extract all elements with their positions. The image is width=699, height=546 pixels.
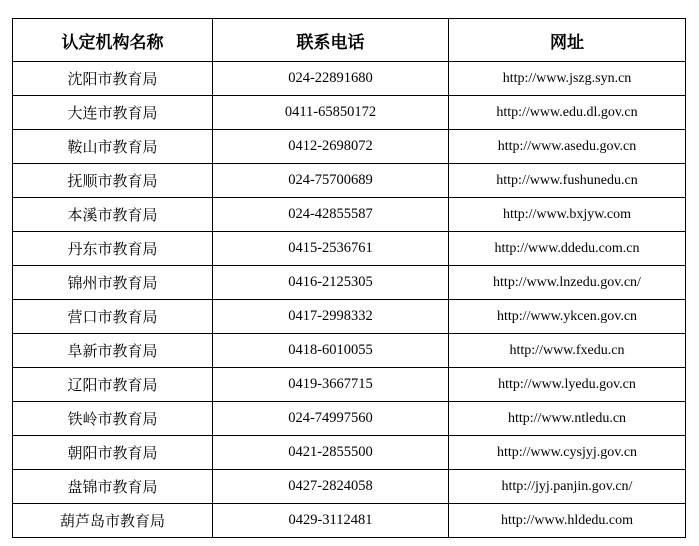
website-link[interactable]: http://www.asedu.gov.cn <box>449 130 686 164</box>
phone-cell: 0412-2698072 <box>213 130 449 164</box>
table-row <box>13 96 686 130</box>
website-link[interactable]: http://www.ddedu.com.cn <box>449 232 686 266</box>
table-row <box>13 164 686 198</box>
institution-name-cell: 鞍山市教育局 <box>13 130 213 164</box>
phone-cell: 0421-2855500 <box>213 436 449 470</box>
phone-cell: 0418-6010055 <box>213 334 449 368</box>
table-row <box>13 504 686 538</box>
table-body <box>13 62 686 538</box>
website-link[interactable]: http://www.fxedu.cn <box>449 334 686 368</box>
website-link[interactable]: http://www.ykcen.gov.cn <box>449 300 686 334</box>
website-link[interactable]: http://www.ntledu.cn <box>449 402 686 436</box>
institution-name-cell: 本溪市教育局 <box>13 198 213 232</box>
table-header-row <box>13 19 686 62</box>
website-link[interactable]: http://www.lnzedu.gov.cn/ <box>449 266 686 300</box>
phone-cell: 0416-2125305 <box>213 266 449 300</box>
phone-cell: 0419-3667715 <box>213 368 449 402</box>
institution-name-cell: 铁岭市教育局 <box>13 402 213 436</box>
institution-name-cell: 锦州市教育局 <box>13 266 213 300</box>
phone-cell: 0417-2998332 <box>213 300 449 334</box>
website-link[interactable]: http://www.bxjyw.com <box>449 198 686 232</box>
phone-cell: 0427-2824058 <box>213 470 449 504</box>
table-row <box>13 334 686 368</box>
table-row <box>13 368 686 402</box>
website-link[interactable]: http://www.fushunedu.cn <box>449 164 686 198</box>
table-row <box>13 62 686 96</box>
phone-cell: 024-74997560 <box>213 402 449 436</box>
phone-cell: 0411-65850172 <box>213 96 449 130</box>
table-row <box>13 402 686 436</box>
website-link[interactable]: http://jyj.panjin.gov.cn/ <box>449 470 686 504</box>
website-link[interactable]: http://www.lyedu.gov.cn <box>449 368 686 402</box>
institution-name-cell: 阜新市教育局 <box>13 334 213 368</box>
website-link[interactable]: http://www.jszg.syn.cn <box>449 62 686 96</box>
website-link[interactable]: http://www.hldedu.com <box>449 504 686 538</box>
table-row <box>13 198 686 232</box>
website-link[interactable]: http://www.cysjyj.gov.cn <box>449 436 686 470</box>
table-row <box>13 436 686 470</box>
contact-table <box>12 18 686 538</box>
phone-cell: 024-22891680 <box>213 62 449 96</box>
table-row <box>13 470 686 504</box>
table-row <box>13 266 686 300</box>
table-row <box>13 300 686 334</box>
institution-name-cell: 丹东市教育局 <box>13 232 213 266</box>
institution-name-cell: 营口市教育局 <box>13 300 213 334</box>
institution-name-cell: 辽阳市教育局 <box>13 368 213 402</box>
institution-name-cell: 抚顺市教育局 <box>13 164 213 198</box>
phone-cell: 024-42855587 <box>213 198 449 232</box>
table-row <box>13 232 686 266</box>
website-link[interactable]: http://www.edu.dl.gov.cn <box>449 96 686 130</box>
header-website: 网址 <box>449 19 686 62</box>
institution-name-cell: 朝阳市教育局 <box>13 436 213 470</box>
institution-name-cell: 葫芦岛市教育局 <box>13 504 213 538</box>
phone-cell: 0415-2536761 <box>213 232 449 266</box>
phone-cell: 024-75700689 <box>213 164 449 198</box>
institution-name-cell: 沈阳市教育局 <box>13 62 213 96</box>
institution-name-cell: 盘锦市教育局 <box>13 470 213 504</box>
institution-name-cell: 大连市教育局 <box>13 96 213 130</box>
phone-cell: 0429-3112481 <box>213 504 449 538</box>
header-phone: 联系电话 <box>213 19 449 62</box>
header-institution-name: 认定机构名称 <box>13 19 213 62</box>
table-row <box>13 130 686 164</box>
